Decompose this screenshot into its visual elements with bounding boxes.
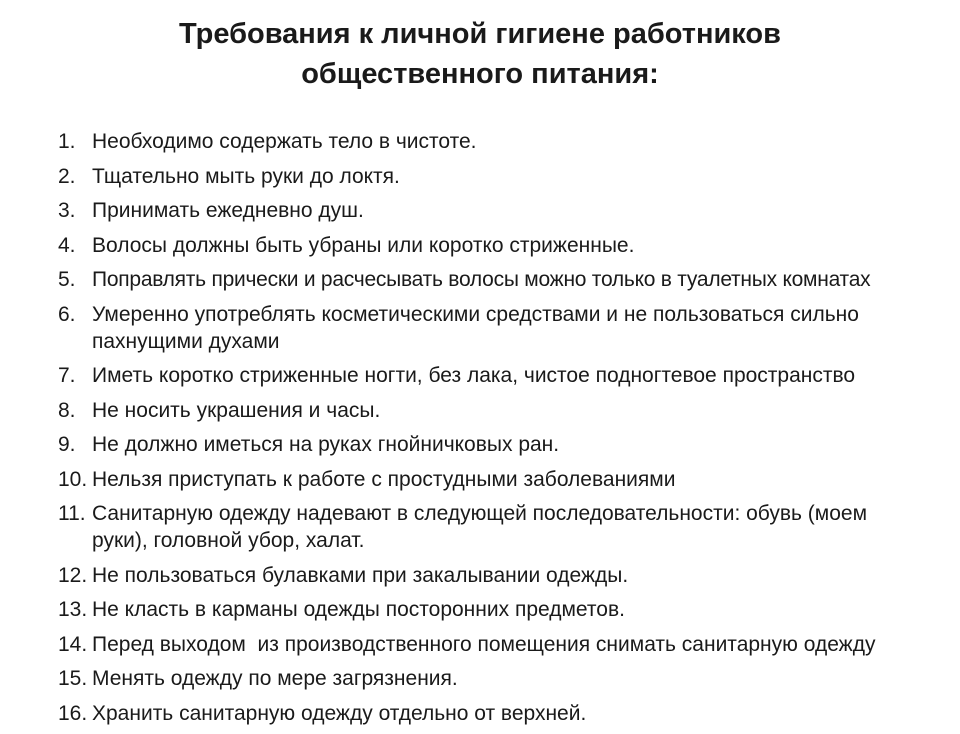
list-item — [58, 631, 938, 658]
list-item-number: 6. — [58, 302, 76, 326]
list-item-text: Принимать ежедневно душ. — [92, 199, 364, 222]
list-item-number: 1. — [58, 130, 76, 153]
list-item — [58, 596, 938, 623]
list-item-number: 8. — [58, 398, 76, 422]
list-item — [58, 562, 938, 589]
list-item-text: Не носить украшения и часы. — [92, 398, 381, 422]
list-item — [58, 397, 938, 424]
list-item — [58, 700, 938, 727]
list-item-text: Нельзя приступать к работе с простудными заболеваниями — [92, 467, 676, 491]
list-item-number: 10. — [58, 467, 88, 491]
list-item-number: 15. — [58, 667, 88, 690]
list-item — [58, 232, 938, 259]
list-item — [58, 431, 938, 458]
list-item-text: Не пользоваться булавками при закалывании одежды. — [92, 563, 629, 587]
list-item-text: Необходимо содержать тело в чистоте. — [92, 130, 477, 153]
list-item — [58, 128, 938, 155]
list-item-text: Тщательно мыть руки до локтя. — [92, 164, 400, 188]
list-item-text: Санитарную одежду надевают в следующей последовательности: обувь (моем руки), головной убор, халат. — [92, 502, 873, 552]
list-item — [58, 197, 938, 224]
list-item-number: 16. — [58, 701, 88, 725]
list-item — [58, 665, 938, 692]
list-item — [58, 266, 938, 293]
list-item-number: 9. — [58, 433, 76, 456]
requirements-list — [58, 128, 938, 734]
list-item-text: Менять одежду по мере загрязнения. — [92, 667, 458, 690]
list-item-number: 2. — [58, 164, 76, 188]
list-item — [58, 301, 938, 355]
page-title-line-2: общественного питания: — [301, 58, 659, 90]
list-item-number: 4. — [58, 233, 76, 257]
list-item-number: 7. — [58, 364, 76, 387]
list-item-number: 12. — [58, 563, 88, 587]
list-item-number: 14. — [58, 632, 88, 656]
list-item-text: Иметь коротко стриженные ногти, без лака, чистое подногтевое пространство — [92, 364, 856, 387]
list-item-text: Не класть в карманы одежды посторонних предметов. — [92, 598, 625, 621]
list-item-text: Не должно иметься на руках гнойничковых ран. — [92, 433, 560, 456]
list-item — [58, 163, 938, 190]
list-item-number: 11. — [58, 502, 86, 525]
list-item-text: Перед выходом из производственного помещения снимать санитарную одежду — [92, 632, 876, 656]
list-item-number: 5. — [58, 268, 76, 291]
list-item — [58, 466, 938, 493]
list-item-number: 3. — [58, 199, 76, 222]
page-title — [0, 14, 960, 94]
page-title-line-1: Требования к личной гигиене работников — [179, 18, 781, 50]
list-item — [58, 362, 938, 389]
list-item-text: Поправлять прически и расчесывать волосы можно только в туалетных комнатах — [92, 268, 871, 291]
list-item-text: Волосы должны быть убраны или коротко стриженные. — [92, 233, 635, 257]
list-item-text: Умеренно употреблять косметическими средствами и не пользоваться сильно пахнущими духами — [92, 302, 865, 353]
list-item — [58, 500, 938, 554]
list-item-number: 13. — [58, 598, 88, 621]
list-item-text: Хранить санитарную одежду отдельно от верхней. — [92, 701, 587, 725]
